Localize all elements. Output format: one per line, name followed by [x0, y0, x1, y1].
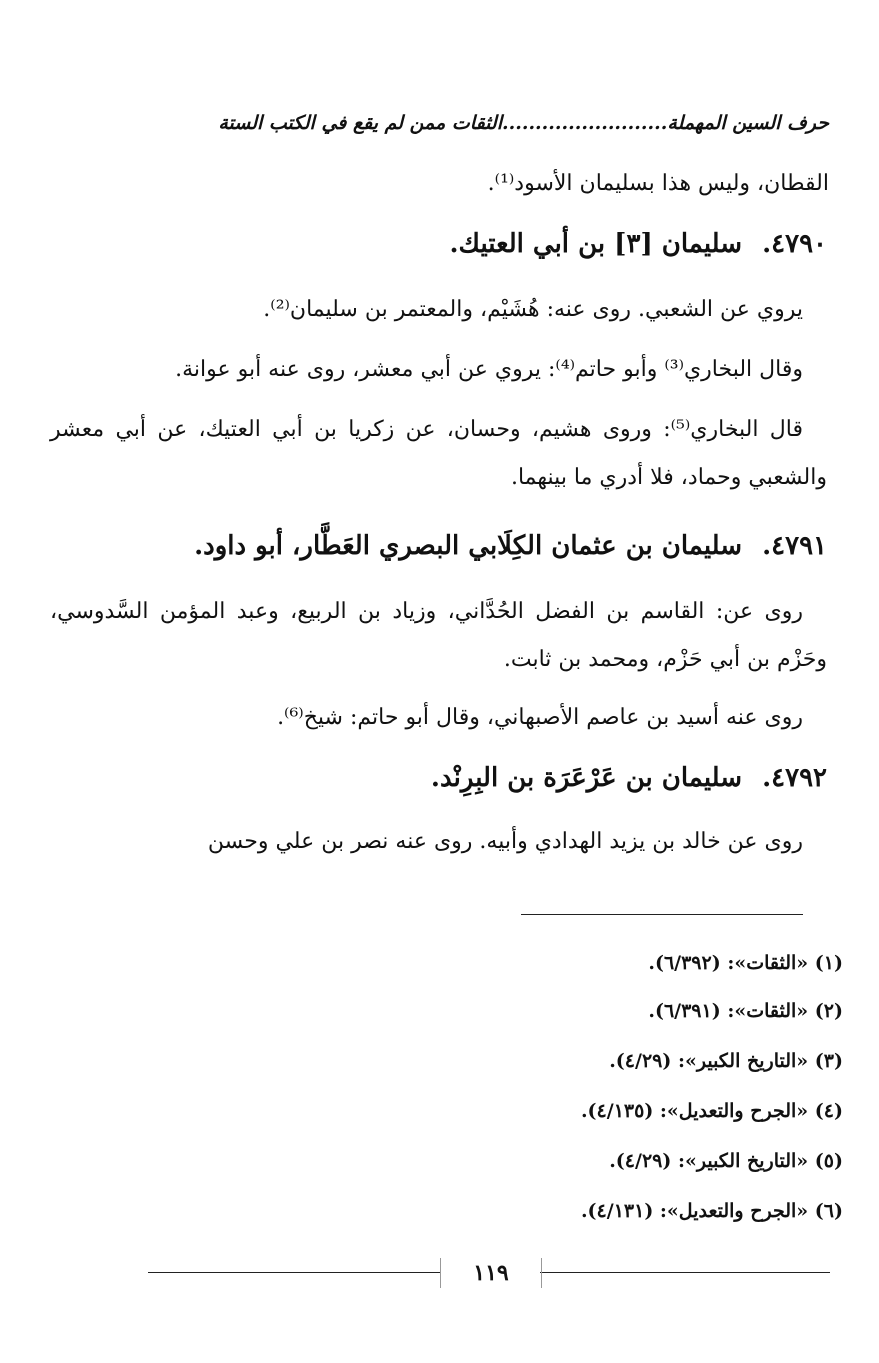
footnote: (٥) «التاريخ الكبير»: (٤/٢٩). — [609, 1150, 843, 1172]
entry-name: سليمان بن عَرْعَرَة بن البِرِنْد. — [430, 763, 743, 793]
paragraph: روى عن: القاسم بن الفضل الحُدَّاني، وزياد بن الربيع، وعبد المؤمن السَّدوسي، وحَزْم بن أبي حَزْم، ومحمد بن ثابت. — [50, 599, 827, 672]
entry-name: سليمان [٣] بن أبي العتيك. — [449, 229, 743, 259]
footnote-divider — [521, 914, 803, 915]
running-header: حرف السين المهملة.........................الثقات ممن لم يقع في الكتب الستة — [218, 112, 829, 134]
footer-rule-left — [148, 1272, 440, 1273]
paragraph: وقال البخاري⁽³⁾ وأبو حاتم⁽⁴⁾: يروي عن أبي معشر، روى عنه أبو عوانة. — [175, 357, 803, 382]
paragraph-continuation: القطان، وليس هذا بسليمان الأسود⁽¹⁾. — [487, 171, 829, 196]
footnote: (١) «الثقات»: (٦/٣٩٢). — [648, 952, 843, 974]
entry-number: ٤٧٩٢. — [762, 763, 827, 793]
entry-4790 — [50, 224, 827, 264]
entry-number: ٤٧٩٠. — [762, 229, 827, 259]
paragraph: روى عنه أسيد بن عاصم الأصبهاني، وقال أبو حاتم: شيخ⁽⁶⁾. — [277, 705, 803, 730]
entry-4792 — [50, 758, 827, 798]
paragraph: روى عن خالد بن يزيد الهدادي وأبيه. روى عنه نصر بن علي وحسن — [207, 829, 803, 854]
footnote: (٤) «الجرح والتعديل»: (٤/١٣٥). — [580, 1100, 843, 1122]
footnote: (٣) «التاريخ الكبير»: (٤/٢٩). — [609, 1050, 843, 1072]
page-number: ١١٩ — [440, 1258, 542, 1288]
footnote: (٢) «الثقات»: (٦/٣٩١). — [648, 1000, 843, 1022]
paragraph: يروي عن الشعبي. روى عنه: هُشَيْم، والمعتمر بن سليمان⁽²⁾. — [263, 297, 803, 322]
entry-4791 — [50, 526, 827, 566]
footer-rule-right — [540, 1272, 830, 1273]
entry-name: سليمان بن عثمان الكِلَابي البصري العَطَّار، أبو داود. — [194, 531, 743, 561]
footnote: (٦) «الجرح والتعديل»: (٤/١٣١). — [580, 1200, 843, 1222]
entry-number: ٤٧٩١. — [762, 531, 827, 561]
paragraph: قال البخاري⁽⁵⁾: وروى هشيم، وحسان، عن زكريا بن أبي العتيك، عن أبي معشر والشعبي وحماد، فلا أدري ما بينهما. — [50, 417, 827, 490]
